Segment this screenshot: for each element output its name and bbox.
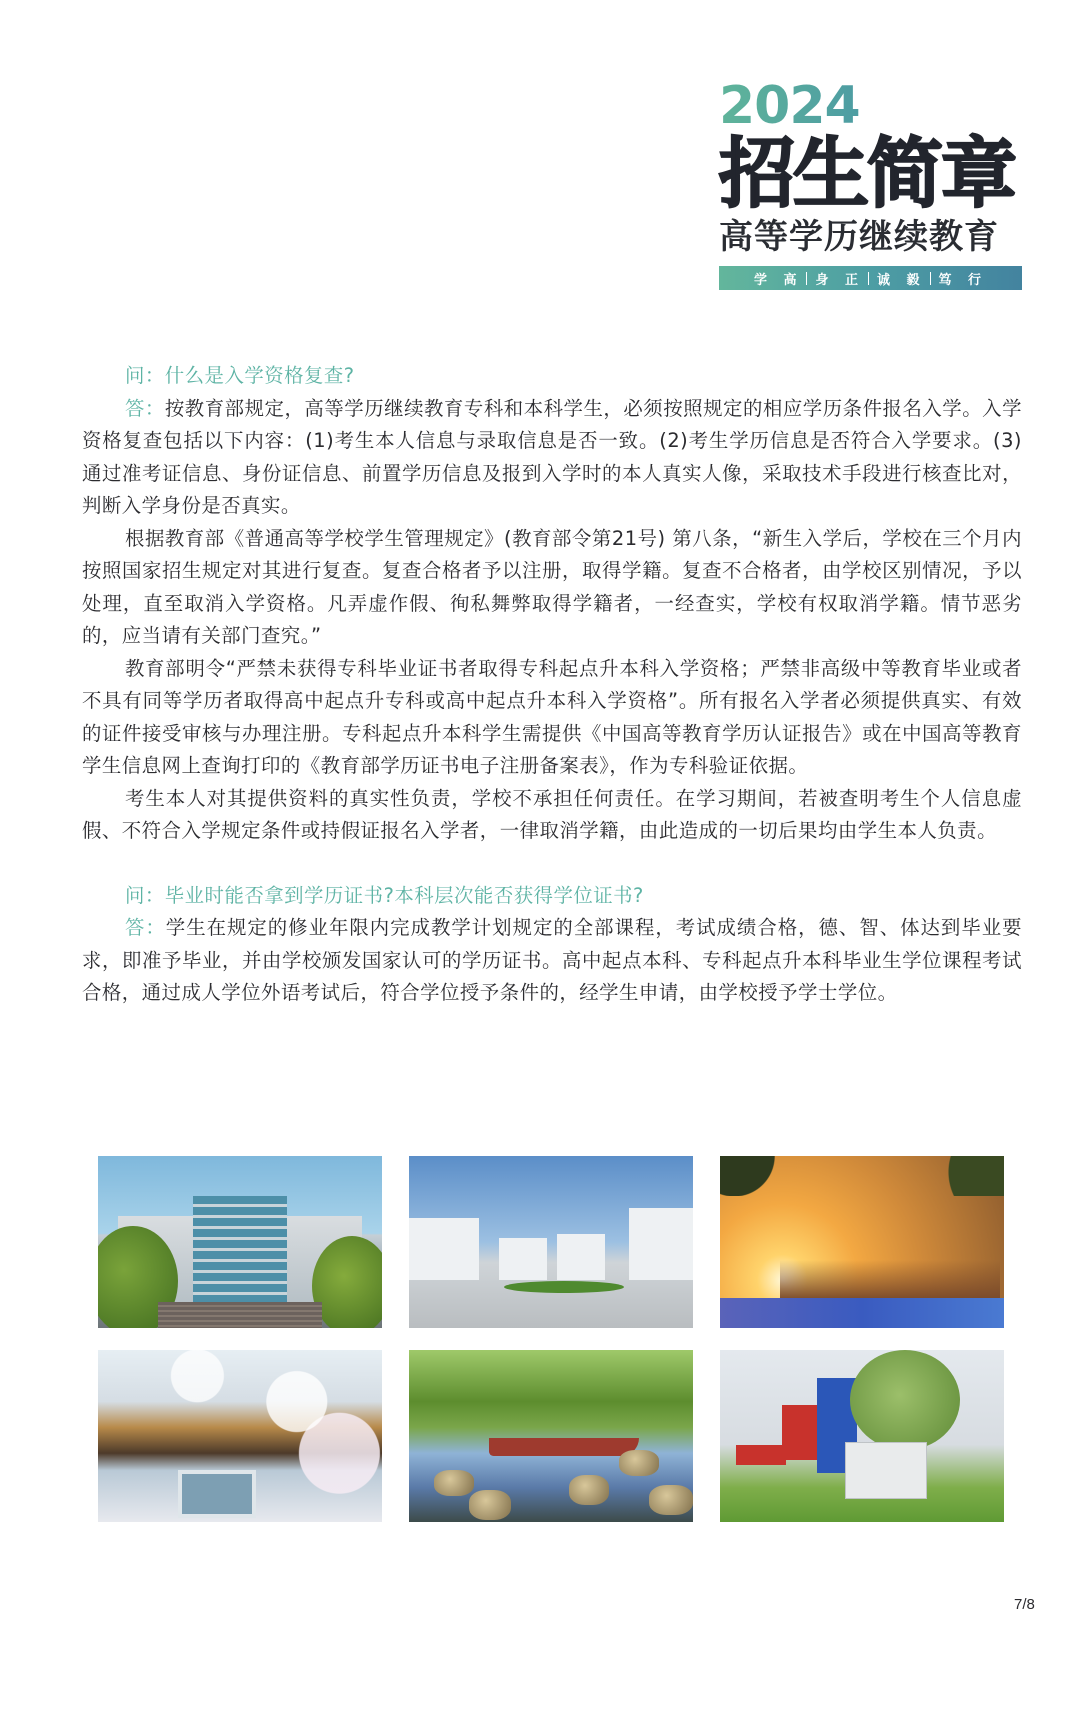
faq-content — [82, 360, 1022, 1010]
header-year: 2024 — [719, 78, 1023, 134]
answer-text: 学生在规定的修业年限内完成教学计划规定的全部课程，考试成绩合格，德、智、体达到毕业要求，即准予毕业，并由学校颁发国家认可的学历证书。高中起点本科、专科起点升本科毕业生学位课程考试合格，通过成人学位外语考试后，符合学位授予条件的，经学生申请，由学校授予学士学位。 — [82, 916, 1022, 1004]
photo-sunset-court — [720, 1156, 1004, 1328]
answer-label: 答： — [125, 916, 166, 939]
page-number: 7/8 — [1014, 1596, 1035, 1613]
faq-answer-paragraph — [82, 393, 1022, 523]
faq-answer-paragraph: 根据教育部《普通高等学校学生管理规定》(教育部令第21号) 第八条，“新生入学后，学校在三个月内按照国家招生规定对其进行复查。复查合格者予以注册，取得学籍。复查不合格者，由学校区别情况，予以处理，直至取消入学资格。凡弄虚作假、徇私舞弊取得学籍者，一经查实，学校有权取消学籍。情节恶劣的，应当请有关部门查究。” — [82, 526, 1022, 647]
question-label: 问： — [125, 364, 165, 387]
photo-grid — [98, 1156, 1006, 1522]
question-label: 问： — [125, 883, 165, 907]
faq-answer-paragraph: 考生本人对其提供资料的真实性负责，学校不承担任何责任。在学习期间，若被查明考生个人信息虚假、不符合入学规定条件或持假证报名入学者，一律取消学籍，由此造成的一切后果均由学生本人负责。 — [82, 786, 1022, 842]
motto-divider — [930, 272, 931, 285]
motto-item: 诚 毅 — [877, 272, 926, 288]
answer-text: 按教育部规定，高等学历继续教育专科和本科学生，必须按照规定的相应学历条件报名入学。入学资格复查包括以下内容：(1)考生本人信息与录取信息是否一致。(2)考生学历信息是否符合入学要求。(3)通过准考证信息、身份证信息、前置学历信息及报到入学时的本人真实人像，采取技术手段进行核查比对，判断入学身份是否真实。 — [82, 396, 1023, 517]
photo-campus-plaza — [409, 1156, 693, 1328]
question-text: 什么是入学资格复查? — [164, 364, 355, 387]
photo-main-building — [98, 1156, 382, 1328]
motto-divider — [868, 272, 869, 285]
motto-item: 笃 行 — [938, 272, 988, 288]
photo-cherry-blossom-archway — [98, 1350, 382, 1522]
header-subtitle: 高等学历继续教育 — [719, 217, 999, 257]
spacer — [82, 848, 1022, 880]
faq-item — [82, 360, 1022, 848]
brochure-header — [719, 78, 1023, 290]
faq-question — [82, 880, 1022, 913]
faq-item — [82, 880, 1022, 1010]
header-title: 招生简章 — [719, 129, 1015, 218]
motto-item: 身 正 — [815, 272, 864, 288]
motto-divider — [806, 272, 807, 285]
question-text: 毕业时能否拿到学历证书?本科层次能否获得学位证书? — [164, 883, 644, 907]
answer-label: 答： — [125, 396, 165, 420]
faq-answer-paragraph — [82, 912, 1022, 1010]
photo-lake-boat — [409, 1350, 693, 1522]
motto-item: 学 高 — [753, 272, 803, 288]
photo-innovation-center — [720, 1350, 1004, 1522]
faq-question — [82, 360, 1022, 393]
motto-bar — [719, 266, 1022, 290]
faq-answer-paragraph: 教育部明令“严禁未获得专科毕业证书者取得专科起点升本科入学资格；严禁非高级中等教育毕业或者不具有同等学历者取得高中起点升专科或高中起点升本科入学资格”。所有报名入学者必须提供真实、有效的证件接受审核与办理注册。专科起点升本科学生需提供《中国高等教育学历认证报告》或在中国高等教育学生信息网上查询打印的《教育部学历证书电子注册备案表》，作为专科验证依据。 — [82, 656, 1022, 777]
